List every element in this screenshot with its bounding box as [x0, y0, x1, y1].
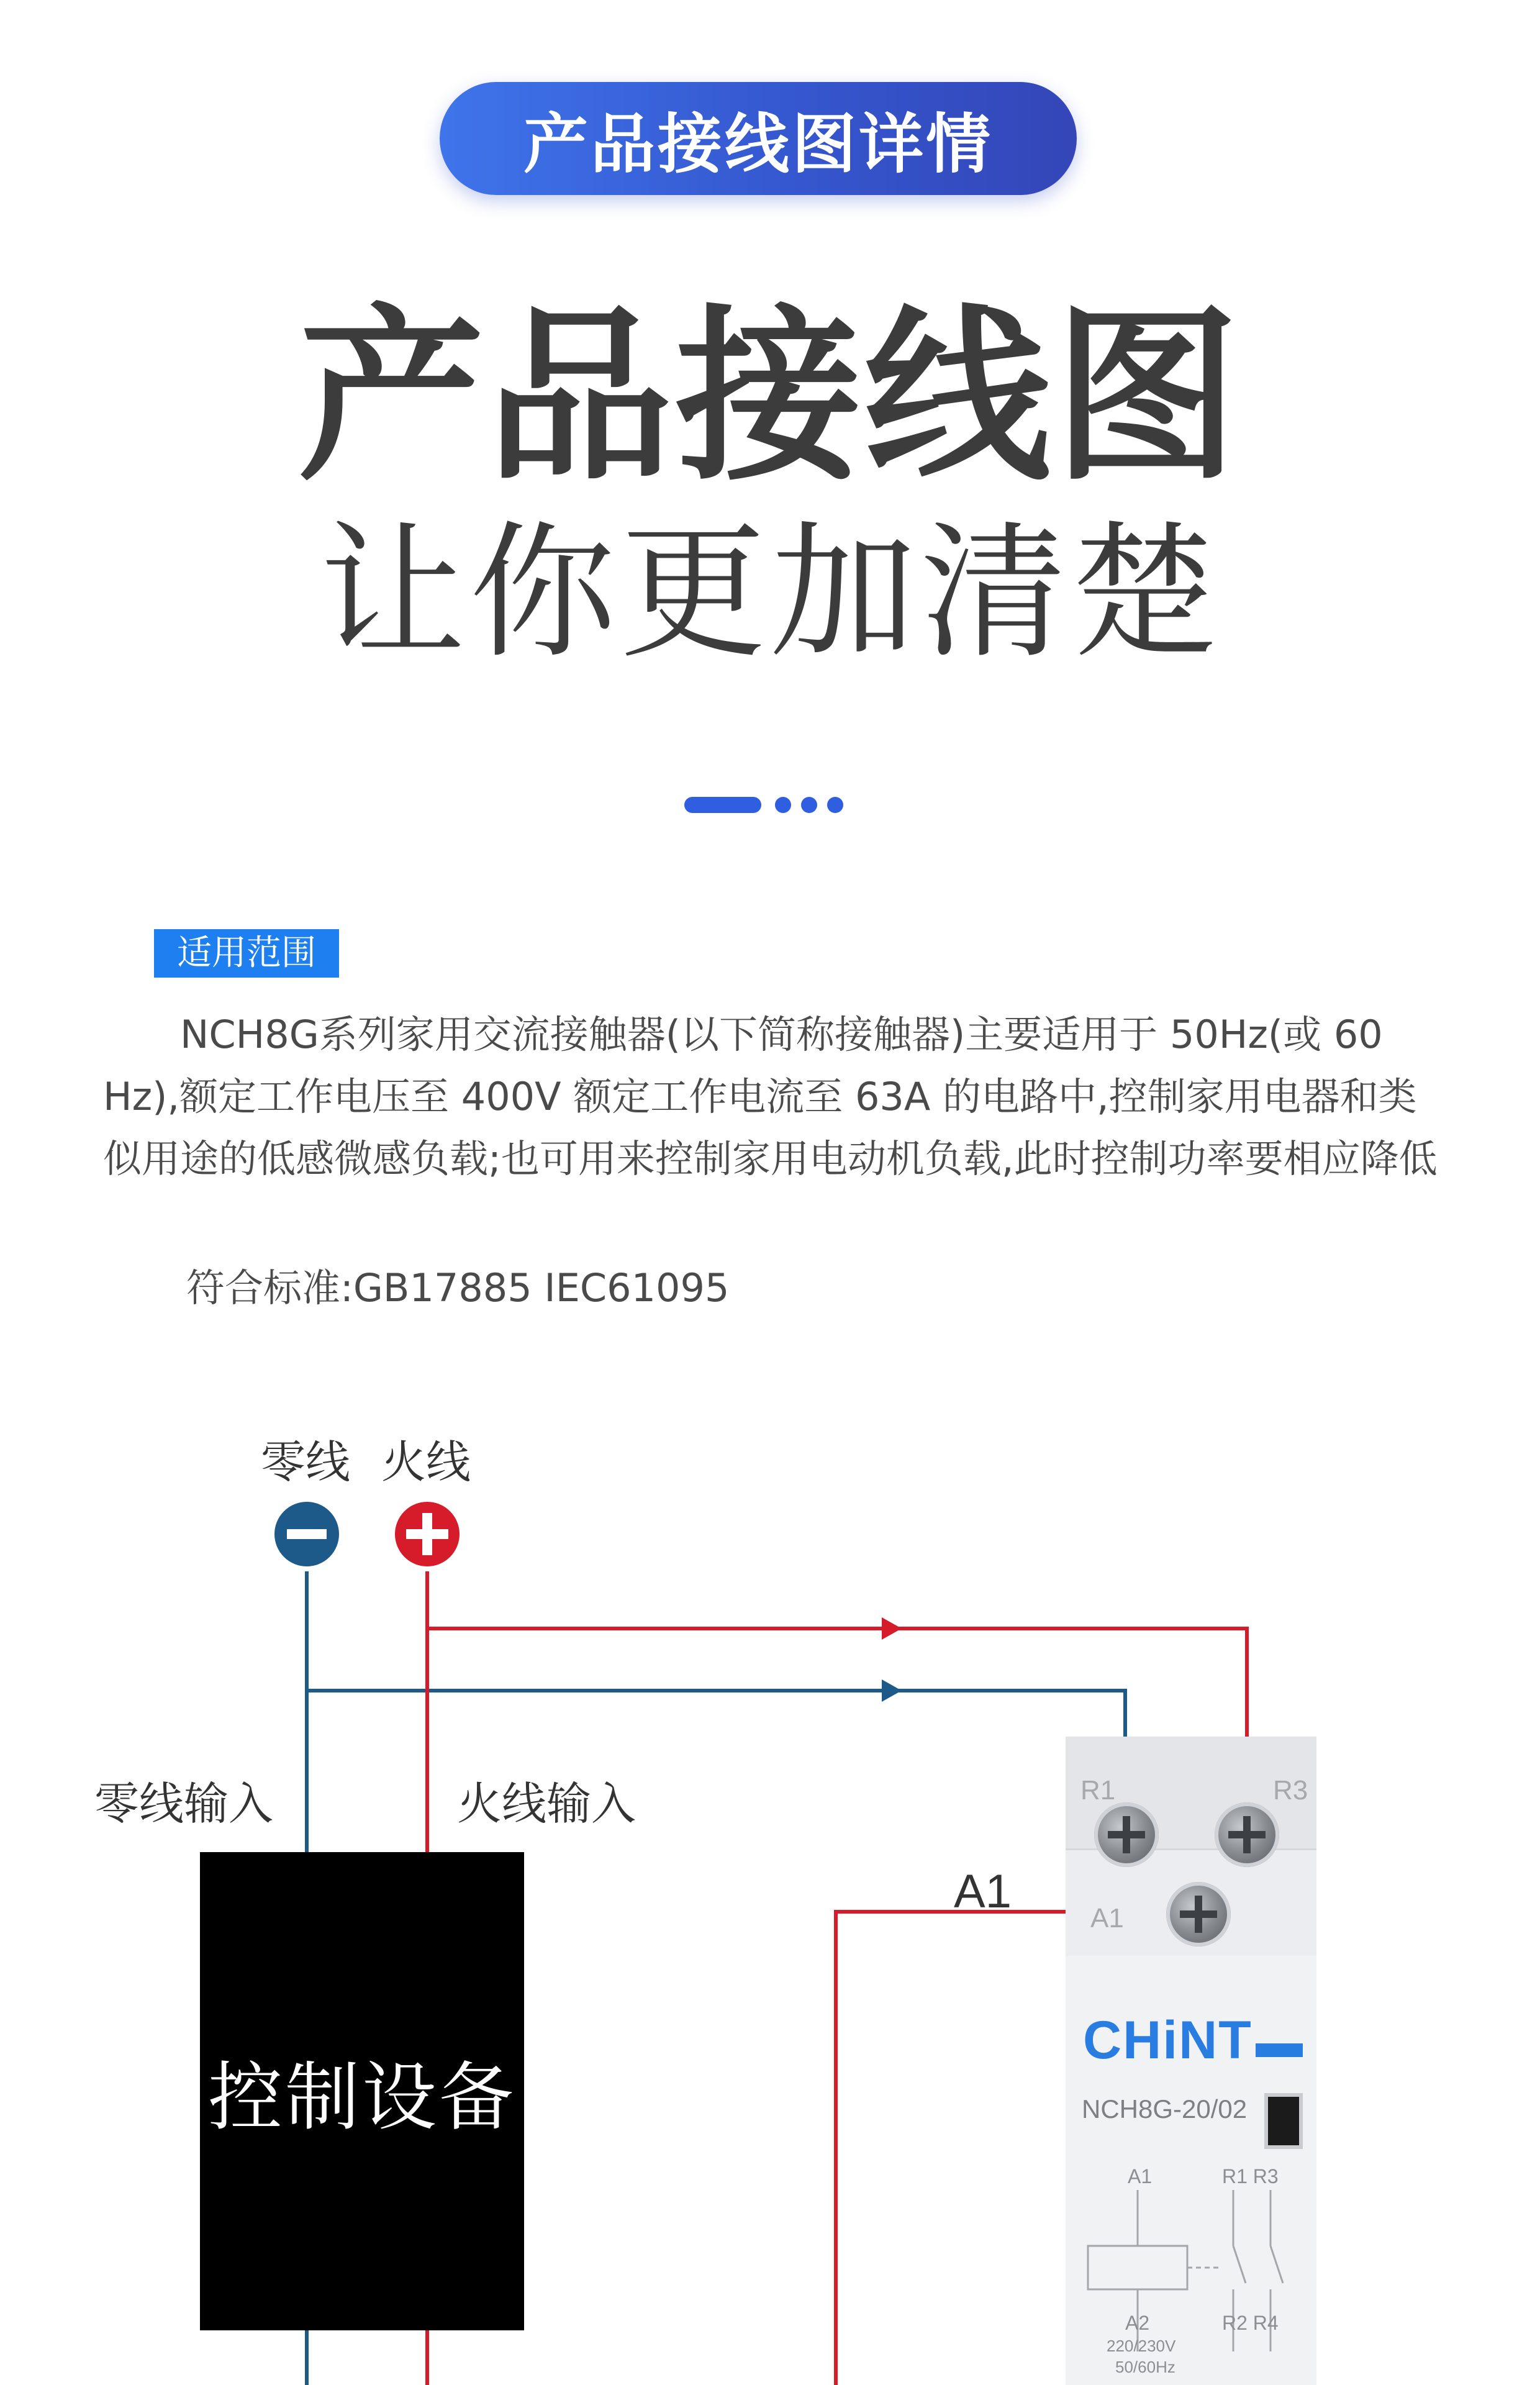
voltage-rating: 220/230V: [1107, 2337, 1176, 2355]
neutral-terminal-icon: [272, 1499, 342, 1569]
face-a2-label: A2: [1125, 2312, 1150, 2334]
neutral-arrow: [882, 1679, 902, 1702]
control-device-label: 控制设备: [208, 2055, 516, 2141]
a1-wire-label: A1: [954, 1865, 1012, 1918]
scope-description: NCH8G系列家用交流接触器(以下简称接触器)主要适用于 50Hz(或 60 Hz),额定工作电压至 400V 额定工作电流至 63A 的电路中,控制家用电器和类似用途的低感微感负载;也可用来控制家用电动机负载,此时控制功率要相应降低: [103, 1012, 1438, 1181]
live-arrow: [882, 1617, 902, 1640]
contactor-device: [1066, 1737, 1316, 2385]
face-r1r3-label: R1 R3: [1222, 2165, 1279, 2187]
section-pill-label: 产品接线图详情: [523, 106, 993, 182]
hero-subtitle: 让你更加清楚: [319, 507, 1221, 678]
neutral-top-label: 零线: [261, 1436, 351, 1488]
model-number: NCH8G-20/02: [1082, 2094, 1248, 2124]
terminal-a1-label: A1: [1090, 1903, 1124, 1933]
control-device-box: [200, 1852, 524, 2330]
frequency-rating: 50/60Hz: [1115, 2358, 1175, 2376]
scope-tag: 适用范围: [154, 929, 339, 978]
hero-title: 产品接线图: [298, 289, 1242, 506]
terminal-r1-label: R1: [1080, 1775, 1116, 1806]
face-r2r4-label: R2 R4: [1222, 2312, 1279, 2334]
face-a1-label: A1: [1128, 2165, 1153, 2187]
live-top-label: 火线: [381, 1436, 471, 1488]
brand-logo: CHiNT: [1083, 2010, 1252, 2070]
standards-text: 符合标准:GB17885 IEC61095: [186, 1265, 730, 1311]
live-input-label: 火线输入: [457, 1778, 636, 1830]
contactor-schematic: [1066, 1737, 1316, 2385]
neutral-input-label: 零线输入: [94, 1778, 274, 1830]
live-terminal-icon: [392, 1499, 462, 1569]
terminal-r3-label: R3: [1273, 1775, 1308, 1806]
